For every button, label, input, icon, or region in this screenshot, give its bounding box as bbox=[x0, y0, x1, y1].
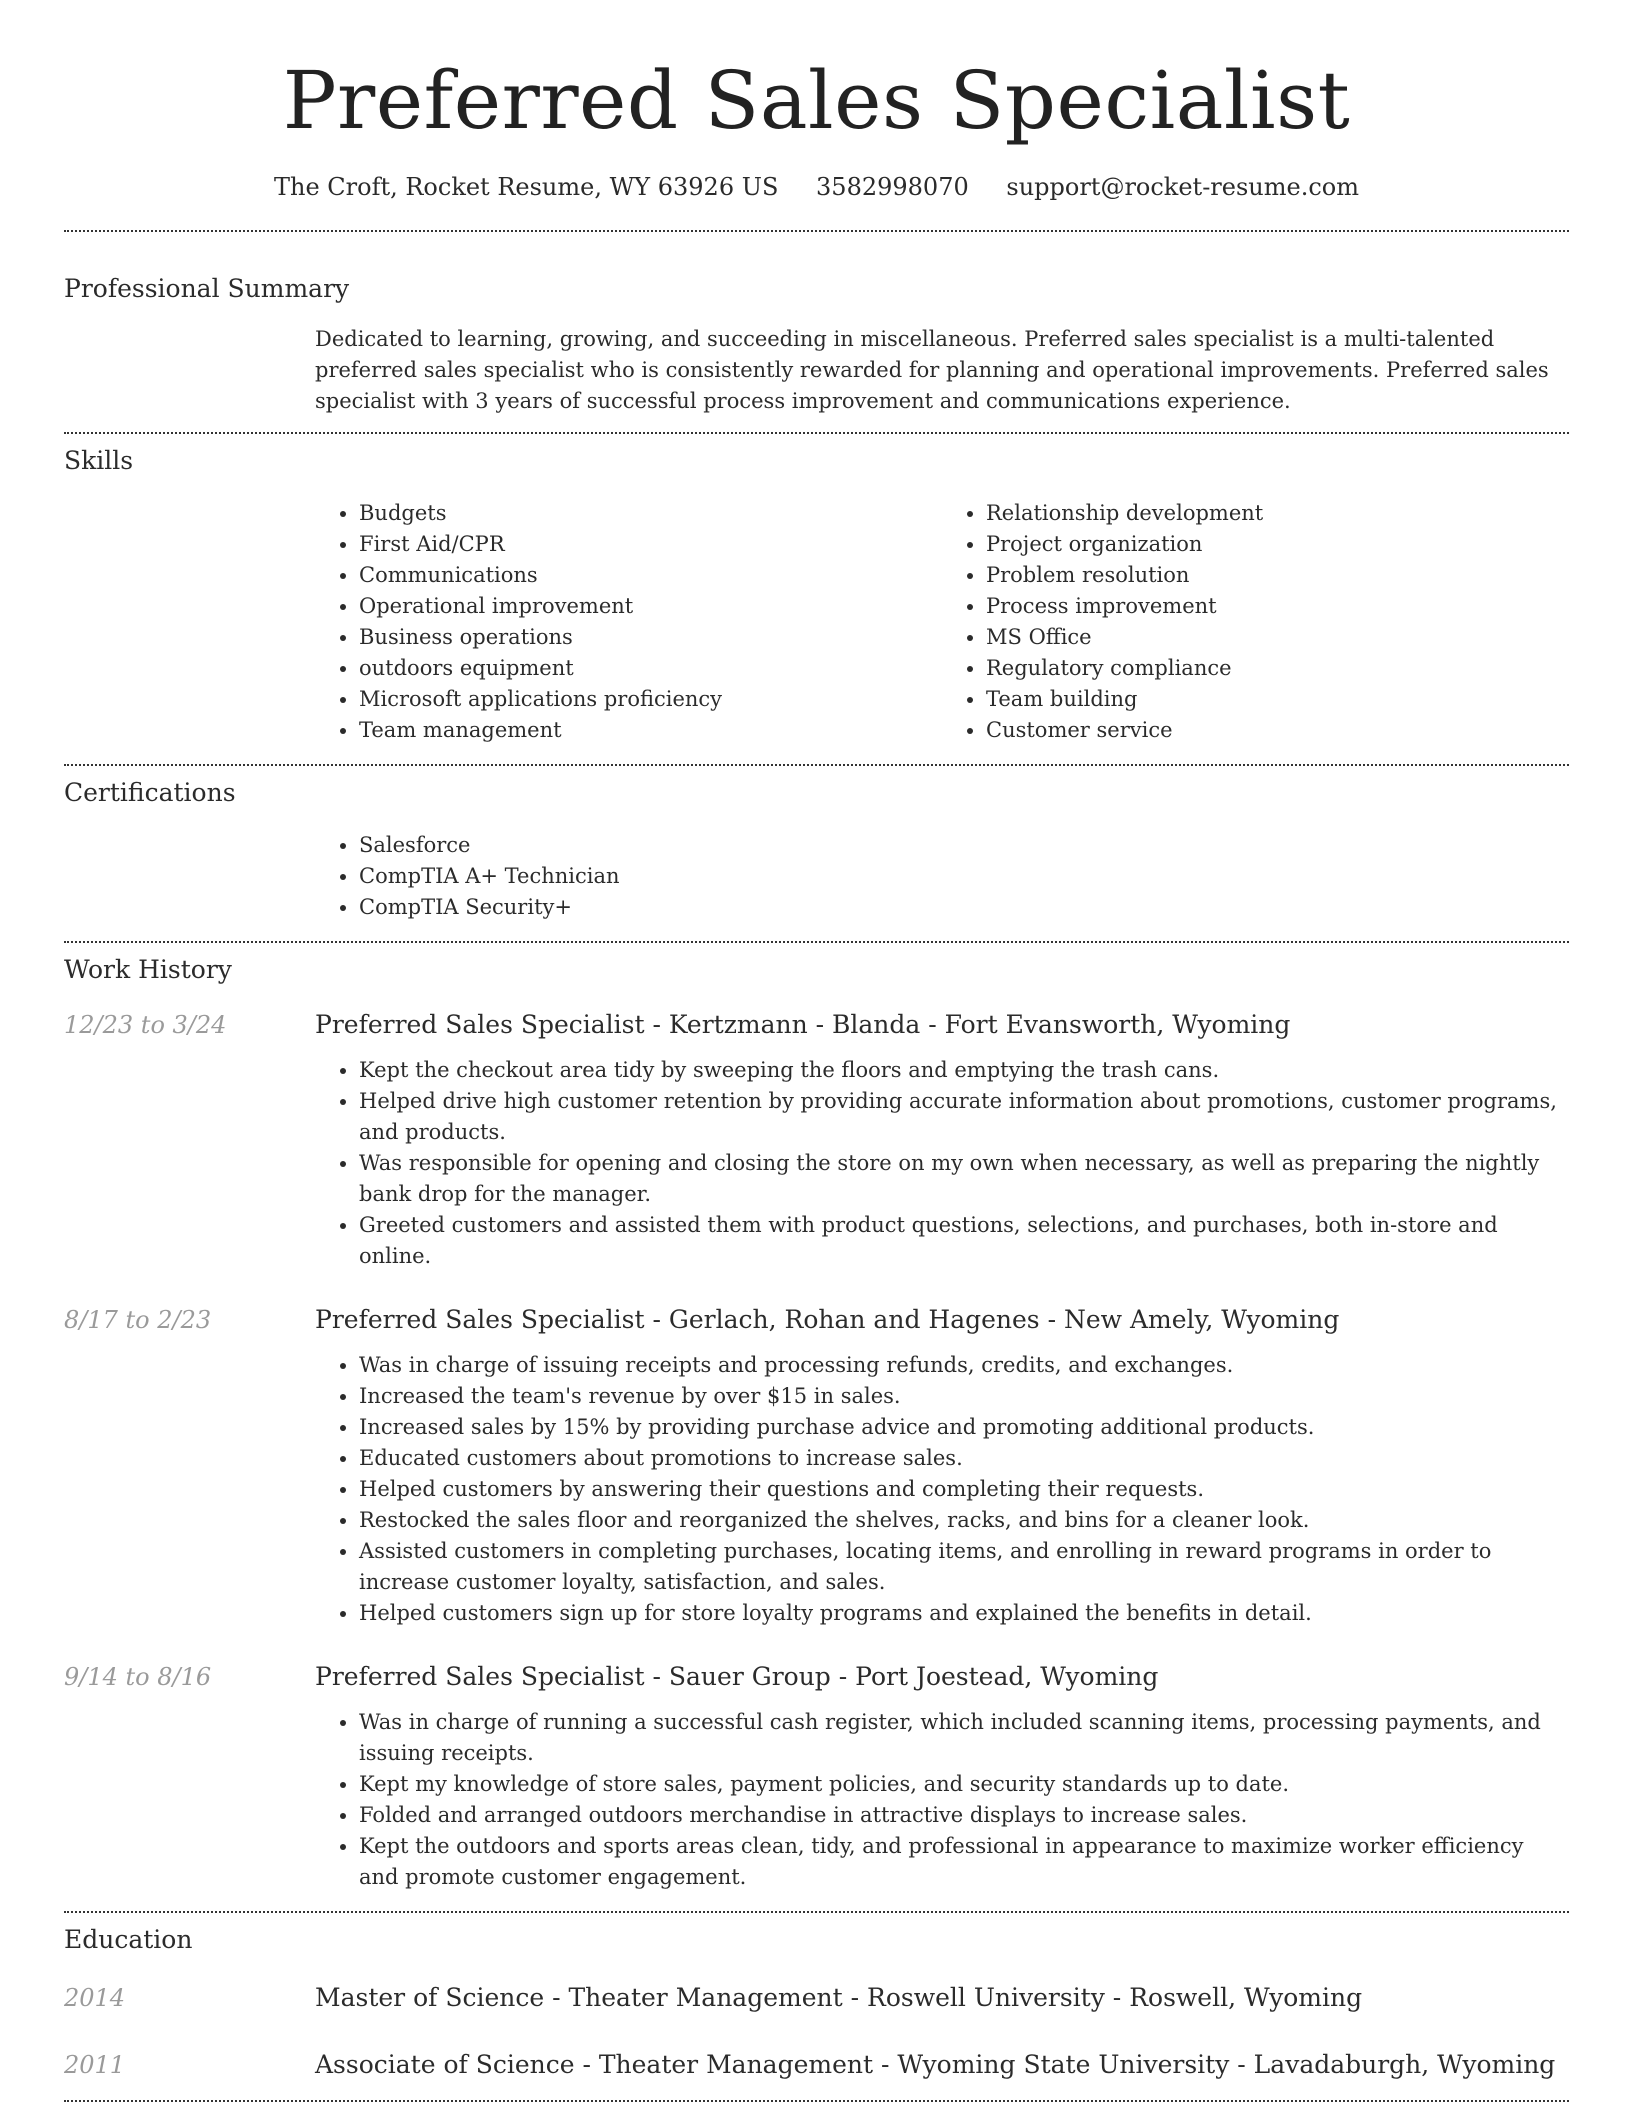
list-item: • Problem resolution bbox=[986, 560, 1569, 591]
job-date: 12/23 to 3/24 bbox=[64, 1011, 227, 1039]
education-date: 2011 bbox=[64, 2051, 126, 2079]
resume-page bbox=[64, 0, 1569, 2102]
job-bullets bbox=[315, 1707, 1569, 1893]
candidate-name: Preferred Sales Specialist bbox=[282, 54, 1351, 147]
list-item: • Kept the checkout area tidy by sweeping the floors and emptying the trash cans. bbox=[359, 1055, 1569, 1086]
work-history-section bbox=[64, 943, 1569, 1893]
list-item: • Regulatory compliance bbox=[986, 653, 1569, 684]
list-item: • Relationship development bbox=[986, 498, 1569, 529]
certifications-list bbox=[315, 830, 1569, 923]
list-item: • Kept my knowledge of store sales, payment policies, and security standards up to date. bbox=[359, 1769, 1569, 1800]
job-entry bbox=[64, 1008, 1569, 1272]
list-item: • Project organization bbox=[986, 529, 1569, 560]
section-title-work: Work History bbox=[64, 955, 232, 984]
skills-columns bbox=[315, 498, 1569, 746]
list-item: • Folded and arranged outdoors merchandise in attractive displays to increase sales. bbox=[359, 1800, 1569, 1831]
summary-section bbox=[64, 232, 1569, 417]
contact-line bbox=[64, 170, 1569, 204]
certifications-content bbox=[315, 830, 1569, 923]
list-item: • Educated customers about promotions to increase sales. bbox=[359, 1443, 1569, 1474]
list-item: • Salesforce bbox=[359, 830, 1569, 861]
list-item: • CompTIA A+ Technician bbox=[359, 861, 1569, 892]
job-bullets bbox=[315, 1350, 1569, 1629]
skills-list-left bbox=[315, 498, 942, 746]
contact-address: The Croft, Rocket Resume, WY 63926 US bbox=[273, 173, 779, 201]
job-entry bbox=[64, 1660, 1569, 1893]
job-title: Preferred Sales Specialist - Gerlach, Rohan and Hagenes - New Amely, Wyoming bbox=[315, 1305, 1340, 1334]
education-body bbox=[315, 2048, 1569, 2082]
education-entry bbox=[64, 2048, 1569, 2082]
job-bullets bbox=[315, 1055, 1569, 1272]
job-body bbox=[315, 1660, 1569, 1893]
contact-email: support@rocket-resume.com bbox=[1006, 173, 1359, 201]
list-item: • outdoors equipment bbox=[359, 653, 942, 684]
education-title: Master of Science - Theater Management - Roswell University - Roswell, Wyoming bbox=[315, 1983, 1363, 2012]
summary-content bbox=[315, 324, 1569, 417]
job-body bbox=[315, 1008, 1569, 1272]
job-entry bbox=[64, 1303, 1569, 1629]
skills-section bbox=[64, 434, 1569, 746]
list-item: • Helped drive high customer retention by providing accurate information about promotions, customer programs, and products. bbox=[359, 1086, 1569, 1148]
list-item: • MS Office bbox=[986, 622, 1569, 653]
list-item: • Increased sales by 15% by providing purchase advice and promoting additional products. bbox=[359, 1412, 1569, 1443]
list-item: • Helped customers by answering their questions and completing their requests. bbox=[359, 1474, 1569, 1505]
education-title: Associate of Science - Theater Management - Wyoming State University - Lavadaburgh, Wyoming bbox=[315, 2050, 1556, 2079]
contact-phone: 3582998070 bbox=[816, 173, 969, 201]
list-item: • Operational improvement bbox=[359, 591, 942, 622]
job-date: 8/17 to 2/23 bbox=[64, 1306, 212, 1334]
list-item: • Process improvement bbox=[986, 591, 1569, 622]
list-item: • First Aid/CPR bbox=[359, 529, 942, 560]
list-item: • CompTIA Security+ bbox=[359, 892, 1569, 923]
list-item: • Was in charge of running a successful cash register, which included scanning items, processing payments, and issuing receipts. bbox=[359, 1707, 1569, 1769]
list-item: • Kept the outdoors and sports areas clean, tidy, and professional in appearance to maximize worker efficiency and promote customer engagement. bbox=[359, 1831, 1569, 1893]
list-item: • Increased the team's revenue by over $15 in sales. bbox=[359, 1381, 1569, 1412]
section-title-skills: Skills bbox=[64, 446, 134, 475]
education-entry bbox=[64, 1981, 1569, 2015]
list-item: • Microsoft applications proficiency bbox=[359, 684, 942, 715]
list-item: • Customer service bbox=[986, 715, 1569, 746]
education-date: 2014 bbox=[64, 1984, 126, 2012]
job-date: 9/14 to 8/16 bbox=[64, 1663, 212, 1691]
list-item: • Business operations bbox=[359, 622, 942, 653]
job-title: Preferred Sales Specialist - Sauer Group - Port Joestead, Wyoming bbox=[315, 1662, 1159, 1691]
list-item: • Greeted customers and assisted them with product questions, selections, and purchases, both in-store and online. bbox=[359, 1210, 1569, 1272]
job-title: Preferred Sales Specialist - Kertzmann - Blanda - Fort Evansworth, Wyoming bbox=[315, 1010, 1291, 1039]
skills-list-right bbox=[942, 498, 1569, 746]
list-item: • Was in charge of issuing receipts and processing refunds, credits, and exchanges. bbox=[359, 1350, 1569, 1381]
section-title-education: Education bbox=[64, 1925, 193, 1954]
list-item: • Team management bbox=[359, 715, 942, 746]
education-body bbox=[315, 1981, 1569, 2015]
section-title-summary: Professional Summary bbox=[64, 274, 350, 303]
section-divider bbox=[64, 2100, 1569, 2102]
list-item: • Assisted customers in completing purchases, locating items, and enrolling in reward programs in order to increase customer loyalty, satisfaction, and sales. bbox=[359, 1536, 1569, 1598]
list-item: • Restocked the sales floor and reorganized the shelves, racks, and bins for a cleaner look. bbox=[359, 1505, 1569, 1536]
summary-text: Dedicated to learning, growing, and succeeding in miscellaneous. Preferred sales specialist is a multi-talented preferred sales specialist who is consistently rewarded for planning and operational improvements. Preferred sales specialist with 3 years of successful process improvement and communications experience. bbox=[315, 327, 1549, 413]
certifications-section bbox=[64, 766, 1569, 923]
list-item: • Helped customers sign up for store loyalty programs and explained the benefits in detail. bbox=[359, 1598, 1569, 1629]
resume-header bbox=[64, 0, 1569, 204]
list-item: • Team building bbox=[986, 684, 1569, 715]
job-body bbox=[315, 1303, 1569, 1629]
list-item: • Was responsible for opening and closing the store on my own when necessary, as well as preparing the nightly bank drop for the manager. bbox=[359, 1148, 1569, 1210]
list-item: • Budgets bbox=[359, 498, 942, 529]
section-title-certifications: Certifications bbox=[64, 778, 236, 807]
list-item: • Communications bbox=[359, 560, 942, 591]
education-section bbox=[64, 1913, 1569, 2082]
